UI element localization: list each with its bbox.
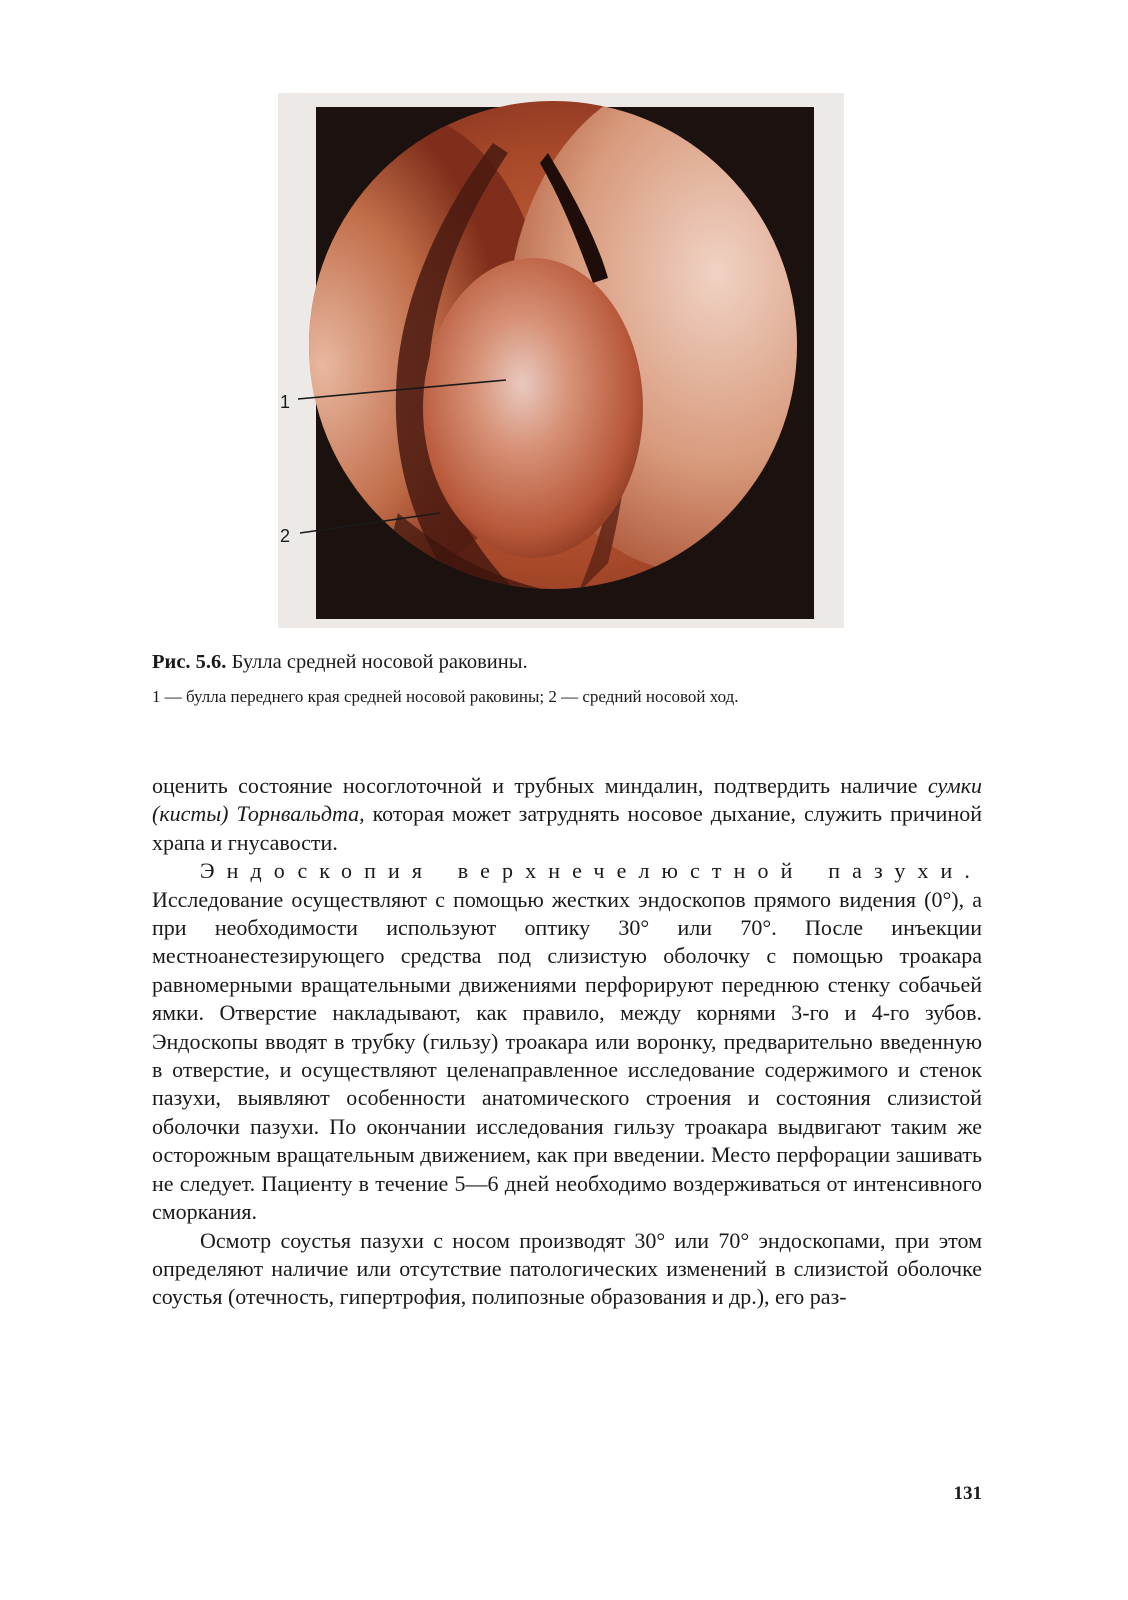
paragraph-3 [152, 1227, 982, 1312]
caption-title: Булла средней носовой раковины. [231, 651, 528, 673]
section-heading: Эндоскопия верхнечелюстной пазухи. [200, 858, 982, 884]
paragraph-1-end: которая может затруднять носовое дыхание, служить причиной храпа и гнусавости. [152, 801, 982, 855]
body-text [152, 772, 982, 1312]
caption-label: Рис. 5.6. [152, 651, 227, 673]
figure-caption [152, 649, 982, 675]
figure-label-2: 2 [280, 526, 291, 546]
paragraph-2 [152, 857, 982, 1226]
page-number: 131 [953, 1483, 982, 1504]
paragraph-3-text: Осмотр соустья пазухи с носом производят 30° или 70° эндоскопами, при этом определяют наличие или отсутствие патологических изменений в слизистой оболочке соустья (отечность, гипертрофия, полипозные образования и др.), его раз- [152, 1227, 982, 1310]
paragraph-2-text: Исследование осуществляют с помощью жестких эндоскопов прямого видения (0°), а при необходимости используют оптику 30° или 70°. После инъекции местноанестезирующего средства под слизистую оболочку с помощью троакара равномерными вращательными движениями перфорируют переднюю стенку собачьей ямки. Отверстие накладывают, как правило, между корнями 3-го и 4-го зубов. Эндоскопы вводят в трубку (гильзу) троакара или воронку, предварительно введенную в отверстие, и осуществляют целенаправленное исследование содержимого и стенок пазухи, выявляют особенности анатомического строения и состояния слизистой оболочки пазухи. По окончании исследования гильзу троакара выдвигают таким же осторожным вращательным движением, как при введении. Место перфорации зашивать не следует. Пациенту в течение 5—6 дней необходимо воздерживаться от интенсивного сморкания. [152, 886, 982, 1225]
endoscopy-figure [278, 93, 844, 628]
paragraph-1 [152, 772, 982, 857]
paragraph-1-start: оценить состояние носоглоточной и трубных миндалин, подтвердить наличие [152, 773, 928, 798]
paragraph-1-italic-term: сумки (кисты) Торнвальдта, [152, 773, 982, 827]
figure-label-1: 1 [280, 392, 291, 412]
figure-legend: 1 — булла переднего края средней носовой раковины; 2 — средний носовой ход. [152, 687, 739, 706]
